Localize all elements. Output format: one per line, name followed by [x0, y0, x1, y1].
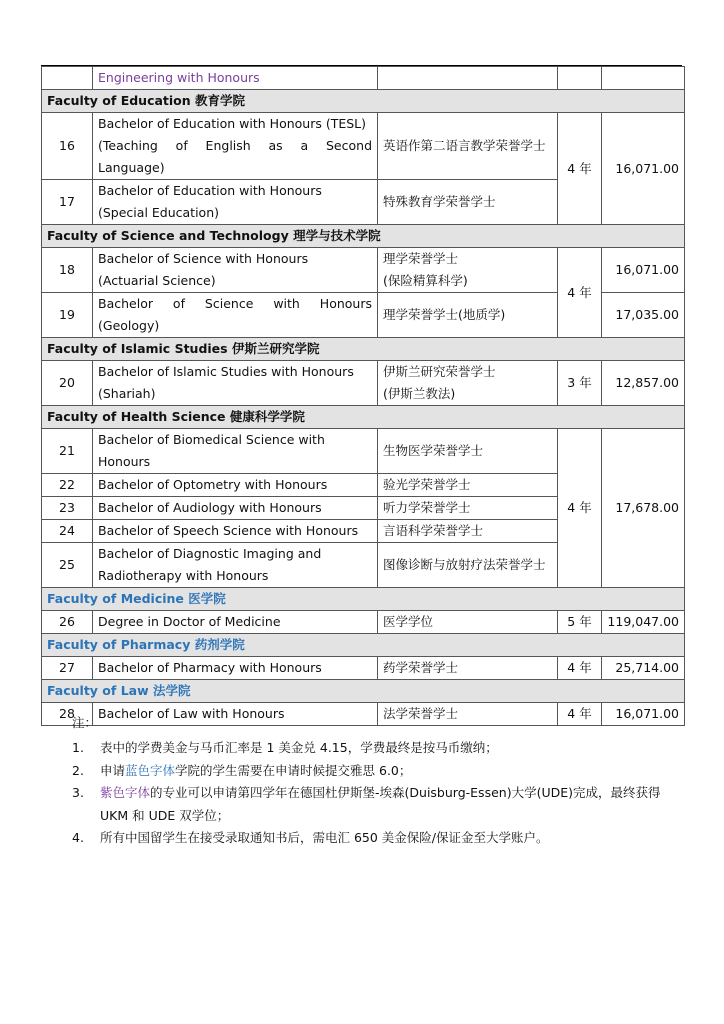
- row-number: 20: [42, 361, 93, 406]
- tuition-fee: 12,857.00: [602, 361, 685, 406]
- section-header-medicine: [42, 588, 685, 611]
- note-highlight-blue: 蓝色字体: [125, 762, 176, 778]
- program-en: Bachelor of Law with Honours: [93, 703, 378, 726]
- section-title: Faculty of Health Science 健康科学学院: [42, 406, 685, 429]
- tuition-fee: 16,071.00: [602, 703, 685, 726]
- program-cn: 特殊教育学荣誉学士: [378, 180, 558, 225]
- program-en: Degree in Doctor of Medicine: [93, 611, 378, 634]
- note-text: 申请: [100, 762, 126, 778]
- program-cn: 英语作第二语言教学荣誉学士: [378, 113, 558, 180]
- program-cn-line: 理学荣誉学士: [383, 251, 459, 266]
- program-cn-line: (保险精算科学): [383, 273, 468, 288]
- section-title: Faculty of Pharmacy 药剂学院: [42, 634, 685, 657]
- table-row: [42, 248, 685, 293]
- row-number: 19: [42, 293, 93, 338]
- program-en: Engineering with Honours: [93, 67, 378, 90]
- program-cn: 法学荣誉学士: [378, 703, 558, 726]
- tuition-fee-table: [41, 66, 685, 726]
- section-header-pharmacy: [42, 634, 685, 657]
- note-item: [72, 737, 682, 760]
- program-cn-line: 伊斯兰研究荣誉学士: [383, 364, 496, 379]
- tuition-fee: 25,714.00: [602, 657, 685, 680]
- notes-section: [72, 713, 682, 850]
- row-number: 28: [42, 703, 93, 726]
- note-number: 2.: [72, 762, 84, 778]
- program-en-line: Radiotherapy with Honours: [98, 568, 269, 583]
- note-text: 所有中国留学生在接受录取通知书后，需电汇 650 美金保险/保证金至大学账户。: [100, 830, 549, 845]
- note-number: 4.: [72, 830, 84, 845]
- row-number: 22: [42, 474, 93, 497]
- duration: 4 年: [558, 113, 602, 225]
- row-number: 24: [42, 520, 93, 543]
- row-number: 27: [42, 657, 93, 680]
- row-number: 26: [42, 611, 93, 634]
- section-header-islamic: [42, 338, 685, 361]
- table-row: [42, 113, 685, 180]
- tuition-fee: 17,678.00: [602, 429, 685, 588]
- section-header-education: [42, 90, 685, 113]
- section-header-science: [42, 225, 685, 248]
- program-cn: 生物医学荣誉学士: [378, 429, 558, 474]
- program-cn: [378, 67, 558, 90]
- program-en-line: (Special Education): [98, 205, 219, 220]
- note-text: 的专业可以申请第四学年在德国杜伊斯堡-埃森(Duisburg-Essen)大学(UDE)完成，最终获得 UKM 和 UDE 双学位；: [100, 785, 661, 823]
- duration: 4 年: [558, 703, 602, 726]
- program-en-line: Bachelor of Islamic Studies with Honours: [98, 364, 354, 379]
- row-number: 18: [42, 248, 93, 293]
- table-row: [42, 67, 685, 90]
- note-text: 表中的学费美金与马币汇率是 1 美金兑 4.15，学费最终是按马币缴纳；: [100, 740, 498, 755]
- tuition-fee: 16,071.00: [602, 113, 685, 225]
- program-en: Bachelor of Audiology with Honours: [93, 497, 378, 520]
- program-en: Bachelor of Speech Science with Honours: [93, 520, 378, 543]
- program-cn: [378, 361, 558, 406]
- duration: 4 年: [558, 248, 602, 338]
- row-number: 25: [42, 543, 93, 588]
- duration: 3 年: [558, 361, 602, 406]
- program-en-line: Bachelor of Education with Honours (TESL): [98, 116, 367, 131]
- note-item: [72, 827, 682, 850]
- section-title: Faculty of Law 法学院: [42, 680, 685, 703]
- table-row: [42, 611, 685, 634]
- table-row: [42, 657, 685, 680]
- section-title: Faculty of Education 教育学院: [42, 90, 685, 113]
- program-en: Bachelor of Optometry with Honours: [93, 474, 378, 497]
- program-cn: 听力学荣誉学士: [378, 497, 558, 520]
- section-title: Faculty of Medicine 医学院: [42, 588, 685, 611]
- program-en: [93, 113, 378, 180]
- note-number: 1.: [72, 740, 84, 755]
- note-number: 3.: [72, 785, 84, 800]
- program-en: [93, 361, 378, 406]
- program-en-line: Bachelor of Education with Honours: [98, 183, 322, 198]
- program-cn: 言语科学荣誉学士: [378, 520, 558, 543]
- tuition-fee: [602, 67, 685, 90]
- row-number: 21: [42, 429, 93, 474]
- program-en: [93, 180, 378, 225]
- duration: 5 年: [558, 611, 602, 634]
- note-highlight-purple: 紫色字体: [100, 785, 151, 800]
- section-header-health: [42, 406, 685, 429]
- program-en: [93, 248, 378, 293]
- notes-list: [72, 737, 682, 850]
- row-number: [42, 67, 93, 90]
- program-en: Bachelor of Science with Honours (Geology): [93, 293, 378, 338]
- program-en-line: (Shariah): [98, 386, 156, 401]
- program-cn: 医学学位: [378, 611, 558, 634]
- program-en-line: (Actuarial Science): [98, 273, 216, 288]
- program-en: [93, 429, 378, 474]
- notes-heading: 注：: [72, 715, 98, 730]
- note-item: [72, 782, 682, 827]
- program-en: Bachelor of Pharmacy with Honours: [93, 657, 378, 680]
- program-en-line: Bachelor of Biomedical Science with: [98, 432, 325, 447]
- program-en-line: (Teaching of English as a Second Language): [98, 138, 372, 175]
- program-en-line: Bachelor of Diagnostic Imaging and: [98, 546, 322, 561]
- tuition-fee: 16,071.00: [602, 248, 685, 293]
- row-number: 16: [42, 113, 93, 180]
- row-number: 23: [42, 497, 93, 520]
- program-en-line: Honours: [98, 454, 151, 469]
- program-cn: [378, 248, 558, 293]
- program-cn: 药学荣誉学士: [378, 657, 558, 680]
- program-cn: 图像诊断与放射疗法荣誉学士: [378, 543, 558, 588]
- section-title: Faculty of Science and Technology 理学与技术学院: [42, 225, 685, 248]
- tuition-fee: 119,047.00: [602, 611, 685, 634]
- program-cn: 验光学荣誉学士: [378, 474, 558, 497]
- table-row: [42, 429, 685, 474]
- row-number: 17: [42, 180, 93, 225]
- section-title: Faculty of Islamic Studies 伊斯兰研究学院: [42, 338, 685, 361]
- duration: 4 年: [558, 657, 602, 680]
- program-cn-line: (伊斯兰教法): [383, 386, 456, 401]
- program-cn: 理学荣誉学士(地质学): [378, 293, 558, 338]
- program-en: [93, 543, 378, 588]
- note-text: 学院的学生需要在申请时候提交雅思 6.0；: [175, 762, 412, 778]
- tuition-fee: 17,035.00: [602, 293, 685, 338]
- table-row: [42, 361, 685, 406]
- program-en-line: Bachelor of Science with Honours: [98, 251, 309, 266]
- note-item: [72, 760, 682, 783]
- duration: 4 年: [558, 429, 602, 588]
- section-header-law: [42, 680, 685, 703]
- duration: [558, 67, 602, 90]
